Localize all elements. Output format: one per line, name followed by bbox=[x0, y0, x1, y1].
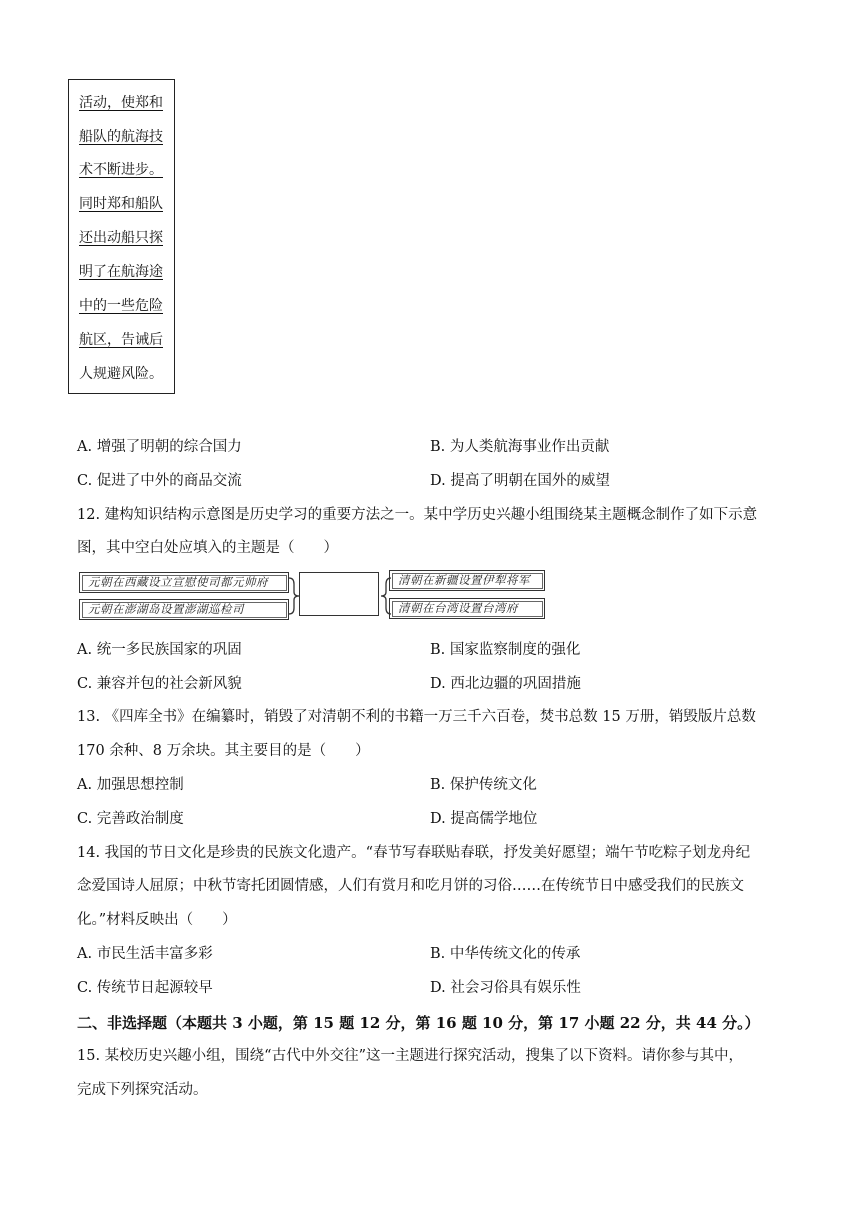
q15-stem-line2: 完成下列探究活动。 bbox=[77, 1082, 208, 1098]
q14-option-c[interactable]: C. 传统节日起源较早 bbox=[77, 980, 213, 996]
q14-stem-line2: 念爱国诗人屈原；中秋节寄托团圆情感，人们有赏月和吃月饼的习俗……在传统节日中感受我们的民族文 bbox=[77, 878, 744, 894]
q14-option-a[interactable]: A. 市民生活丰富多彩 bbox=[77, 946, 213, 962]
q14-stem-line3: 化。”材料反映出（ ） bbox=[77, 912, 237, 928]
q11-option-a[interactable]: A. 增强了明朝的综合国力 bbox=[77, 439, 242, 455]
diagram-left-box-2: 元朝在澎湖岛设置澎湖巡检司 bbox=[79, 599, 289, 620]
material-line: 同时郑和船队 bbox=[79, 196, 163, 212]
q13-option-c[interactable]: C. 完善政治制度 bbox=[77, 811, 184, 827]
q13-stem-line2: 170 余种、8 万余块。其主要目的是（ ） bbox=[77, 743, 370, 759]
material-line: 还出动船只探 bbox=[79, 230, 163, 246]
material-line: 人规避风险。 bbox=[79, 366, 163, 382]
q13-stem-line1: 13. 《四库全书》在编纂时，销毁了对清朝不利的书籍一万三千六百卷，焚书总数 15 万册，销毁版片总数 bbox=[77, 709, 756, 725]
diagram-left-box-1: 元朝在西藏设立宣慰使司都元帅府 bbox=[79, 572, 289, 593]
material-line: 中的一些危险 bbox=[79, 298, 163, 314]
concept-diagram bbox=[77, 568, 547, 628]
q11-option-b[interactable]: B. 为人类航海事业作出贡献 bbox=[430, 439, 610, 455]
q14-option-d[interactable]: D. 社会习俗具有娱乐性 bbox=[430, 980, 581, 996]
material-line: 术不断进步。 bbox=[79, 162, 163, 178]
section-2-heading: 二、非选择题（本题共 3 小题，第 15 题 12 分，第 16 题 10 分，第 17 小题 22 分，共 44 分。） bbox=[77, 1014, 760, 1032]
q14-option-b[interactable]: B. 中华传统文化的传承 bbox=[430, 946, 581, 962]
material-box bbox=[68, 79, 175, 394]
material-line: 活动，使郑和 bbox=[79, 95, 163, 111]
diagram-right-box-2: 清朝在台湾设置台湾府 bbox=[389, 598, 545, 619]
q12-option-a[interactable]: A. 统一多民族国家的巩固 bbox=[77, 642, 242, 658]
q14-stem-line1: 14. 我国的节日文化是珍贵的民族文化遗产。“春节写春联贴春联，抒发美好愿望；端午节吃粽子划龙舟纪 bbox=[77, 845, 751, 861]
blank-topic-box[interactable] bbox=[299, 572, 379, 616]
material-line: 明了在航海途 bbox=[79, 264, 163, 280]
q12-stem-line1: 12. 建构知识结构示意图是历史学习的重要方法之一。某中学历史兴趣小组围绕某主题概念制作了如下示意 bbox=[77, 507, 758, 523]
q12-stem-line2: 图，其中空白处应填入的主题是（ ） bbox=[77, 540, 338, 556]
material-line: 船队的航海技 bbox=[79, 129, 163, 145]
q13-option-a[interactable]: A. 加强思想控制 bbox=[77, 777, 184, 793]
q11-option-d[interactable]: D. 提高了明朝在国外的威望 bbox=[430, 473, 610, 489]
q11-option-c[interactable]: C. 促进了中外的商品交流 bbox=[77, 473, 242, 489]
q12-option-c[interactable]: C. 兼容并包的社会新风貌 bbox=[77, 676, 242, 692]
diagram-right-box-1: 清朝在新疆设置伊犁将军 bbox=[389, 570, 545, 591]
q15-stem-line1: 15. 某校历史兴趣小组，围绕“古代中外交往”这一主题进行探究活动，搜集了以下资料。请你参与其中， bbox=[77, 1048, 743, 1064]
q12-option-d[interactable]: D. 西北边疆的巩固措施 bbox=[430, 676, 581, 692]
material-line: 航区，告诫后 bbox=[79, 332, 163, 348]
q13-option-b[interactable]: B. 保护传统文化 bbox=[430, 777, 537, 793]
q13-option-d[interactable]: D. 提高儒学地位 bbox=[430, 811, 538, 827]
q12-option-b[interactable]: B. 国家监察制度的强化 bbox=[430, 642, 581, 658]
